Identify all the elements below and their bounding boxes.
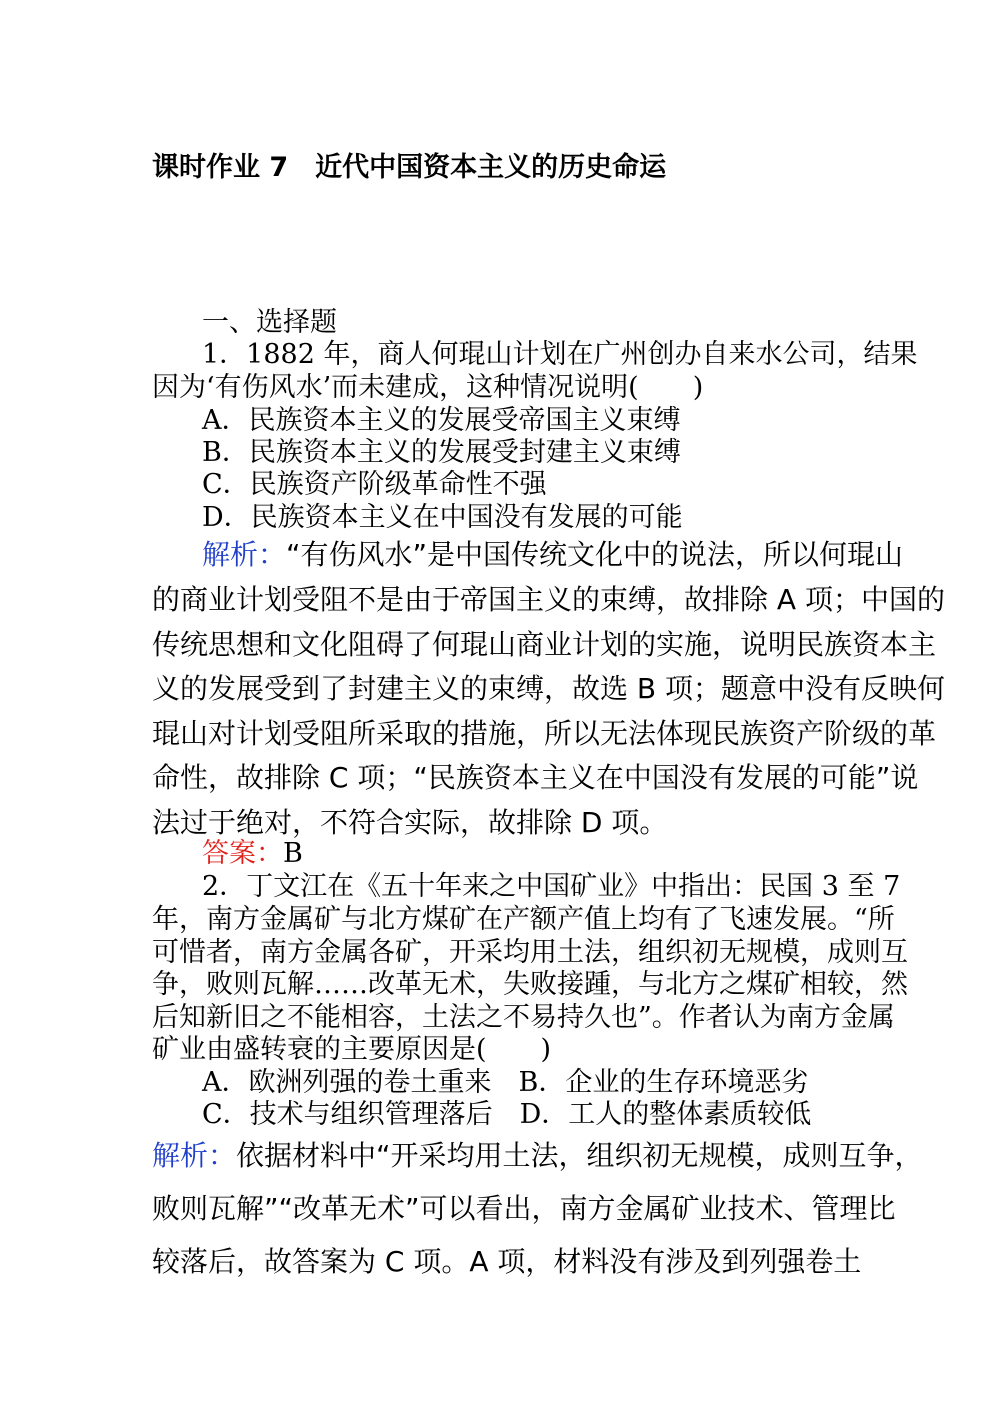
q2-stem-line-3: 可惜者，南方金属各矿，开采均用土法，组织初无规模，成则互 <box>152 937 908 968</box>
q2-analysis-line-1 <box>152 1139 923 1173</box>
q2-analysis-text-1: 依据材料中“开采均用土法，组织初无规模，成则互争， <box>236 1139 923 1172</box>
q1-analysis-line-1 <box>202 538 903 572</box>
q1-option-a: A．民族资本主义的发展受帝国主义束缚 <box>202 405 681 436</box>
q1-analysis-line-5: 琨山对计划受阻所采取的措施，所以无法体现民族资产阶级的革 <box>152 717 937 750</box>
q1-analysis-line-6: 命性，故排除 C 项；“民族资本主义在中国没有发展的可能”说 <box>152 761 919 794</box>
q1-option-c: C．民族资产阶级革命性不强 <box>202 469 547 500</box>
q1-answer-label: 答案： <box>202 838 283 869</box>
section-heading: 一、选择题 <box>202 307 337 338</box>
q2-stem-line-4: 争，败则瓦解……改革无术，失败接踵，与北方之煤矿相较，然 <box>152 969 908 1000</box>
q1-option-b: B．民族资本主义的发展受封建主义束缚 <box>202 437 681 468</box>
q1-option-d: D．民族资本主义在中国没有发展的可能 <box>202 502 683 533</box>
q2-analysis-line-3: 较落后，故答案为 C 项。A 项，材料没有涉及到列强卷土 <box>152 1245 862 1278</box>
q1-analysis-line-3: 传统思想和文化阻碍了何琨山商业计划的实施，说明民族资本主 <box>152 628 937 661</box>
page-title: 课时作业 7 近代中国资本主义的历史命运 <box>152 152 667 183</box>
q1-analysis-text-1: “有伤风水”是中国传统文化中的说法，所以何琨山 <box>286 538 904 571</box>
q2-stem-line-2: 年，南方金属矿与北方煤矿在产额产值上均有了飞速发展。“所 <box>152 904 895 935</box>
q2-stem-line-5: 后知新旧之不能相容，土法之不易持久也”。作者认为南方金属 <box>152 1002 895 1033</box>
q1-answer <box>202 837 303 871</box>
q1-stem-line-2: 因为‘有伤风水’而未建成，这种情况说明( ) <box>152 372 704 403</box>
q2-options-cd: C．技术与组织管理落后 D．工人的整体素质较低 <box>202 1099 812 1130</box>
q1-analysis-line-7: 法过于绝对，不符合实际，故排除 D 项。 <box>152 806 668 839</box>
q1-stem-line-1: 1．1882 年，商人何琨山计划在广州创办自来水公司，结果 <box>202 339 918 370</box>
q2-analysis-line-2: 败则瓦解”“改革无术”可以看出，南方金属矿业技术、管理比 <box>152 1192 896 1225</box>
q1-answer-value: B <box>283 838 303 869</box>
q2-stem-line-6: 矿业由盛转衰的主要原因是( ) <box>152 1034 552 1065</box>
q1-analysis-label: 解析： <box>202 538 287 571</box>
q2-analysis-label: 解析： <box>152 1139 237 1172</box>
q2-stem-line-1: 2．丁文江在《五十年来之中国矿业》中指出：民国 3 至 7 <box>202 871 901 902</box>
q1-analysis-line-4: 义的发展受到了封建主义的束缚，故选 B 项；题意中没有反映何 <box>152 672 946 705</box>
q1-analysis-line-2: 的商业计划受阻不是由于帝国主义的束缚，故排除 A 项；中国的 <box>152 583 945 616</box>
q2-options-ab: A．欧洲列强的卷土重来 B．企业的生存环境恶劣 <box>202 1067 809 1098</box>
